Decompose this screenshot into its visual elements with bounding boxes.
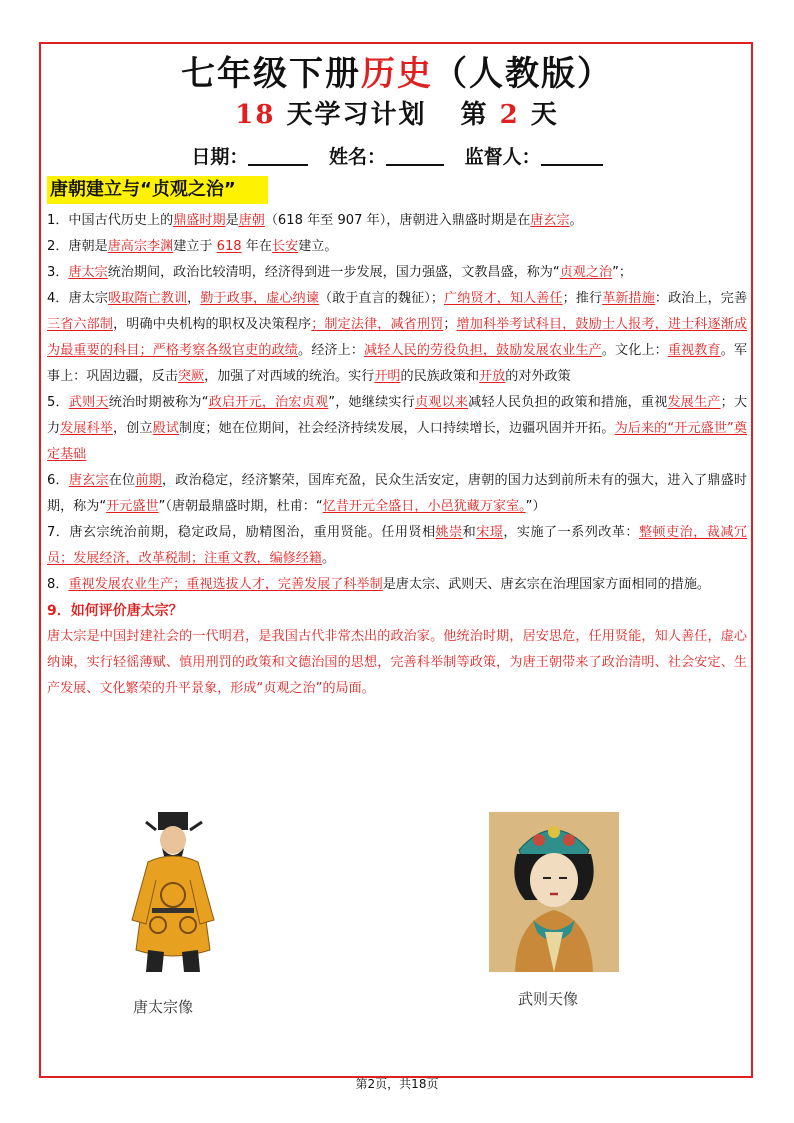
item-text: 5． bbox=[47, 395, 69, 410]
key-point: 武则天 bbox=[68, 395, 109, 410]
page-title bbox=[0, 46, 794, 95]
key-point: 宋璟 bbox=[476, 525, 504, 540]
item-text: （敢于直言的魏征）； bbox=[318, 291, 445, 306]
date-label: 日期： bbox=[191, 146, 249, 168]
header-fields bbox=[0, 142, 794, 169]
key-point: 长安 bbox=[272, 239, 299, 254]
title-edition: （人教版） bbox=[433, 54, 613, 94]
key-point: 重视发展农业生产；重视选拔人才，完善发展了科举制 bbox=[68, 577, 383, 592]
key-point: 618 bbox=[216, 239, 242, 254]
list-item bbox=[47, 520, 747, 572]
key-point: 重视教育 bbox=[667, 343, 721, 358]
key-point: 贞观以来 bbox=[415, 395, 469, 410]
item-text: ，创立 bbox=[113, 421, 153, 436]
list-item bbox=[47, 468, 747, 520]
item-text: ”（唐朝最鼎盛时期，杜甫：“ bbox=[158, 499, 323, 514]
item-text: 建立于 bbox=[173, 239, 217, 254]
caption-taizong: 唐太宗像 bbox=[133, 998, 194, 1016]
list-item bbox=[47, 572, 747, 598]
date-field[interactable] bbox=[248, 146, 308, 166]
list-item bbox=[47, 260, 747, 286]
list-item bbox=[47, 390, 747, 468]
item-text: ，明确中央机构的职权及决策程序 bbox=[113, 317, 312, 332]
title-subject: 历史 bbox=[361, 54, 433, 94]
item-text: 。经济上： bbox=[297, 343, 365, 358]
item-text: 。军事上：巩固边疆，反击 bbox=[47, 343, 748, 384]
supervisor-field[interactable] bbox=[541, 146, 603, 166]
answer-9: 唐太宗是中国封建社会的一代明君，是我国古代非常杰出的政治家。他统治时期，居安思危，任用贤能，知人善任，虚心纳谏，实行轻徭薄赋、慎用刑罚的政策和文德治国的思想，完善科举制等政策，为唐王朝带来了政治清明、社会安定、生产发展、文化繁荣的升平景象，形成“贞观之治”的局面。 bbox=[47, 629, 747, 696]
day-suffix: 天 bbox=[519, 100, 559, 130]
plan-label: 天学习计划 bbox=[275, 100, 427, 130]
key-point: ；制定法律，减省刑罚 bbox=[311, 317, 444, 332]
key-point: 唐玄宗 bbox=[68, 473, 109, 488]
title-prefix: 七年级下册 bbox=[181, 54, 361, 94]
item-text: ，加强了对西域的统治。实行 bbox=[204, 369, 375, 384]
key-point: 唐朝 bbox=[238, 213, 265, 228]
key-point: 贞观之治 bbox=[559, 265, 613, 280]
key-point: 忆昔开元全盛日，小邑犹藏万家室。 bbox=[322, 499, 526, 514]
key-point: 发展科举 bbox=[60, 421, 113, 436]
key-point: 唐太宗 bbox=[68, 265, 108, 280]
item-text: ”，她继续实行 bbox=[328, 395, 416, 410]
key-point: 突厥 bbox=[177, 369, 205, 384]
page-footer: 第2页，共18页 bbox=[355, 1077, 439, 1091]
item-text: ”； bbox=[612, 265, 632, 280]
tang-taizong-portrait bbox=[118, 800, 228, 980]
key-point: 吸取隋亡教训 bbox=[108, 291, 188, 306]
item-text: 和 bbox=[462, 525, 477, 540]
key-point: 发展生产 bbox=[667, 395, 721, 410]
key-point: 三省六部制 bbox=[47, 317, 114, 332]
list-item bbox=[47, 208, 747, 234]
wu-zetian-portrait bbox=[489, 812, 619, 972]
key-point: 开放 bbox=[479, 369, 506, 384]
item-text: 年在 bbox=[241, 239, 272, 254]
item-text: ：政治上，完善 bbox=[654, 291, 748, 306]
item-text: 减轻人民负担的政策和措施，重视 bbox=[468, 395, 668, 410]
item-text: 的对外政策 bbox=[505, 369, 571, 384]
key-point: 开元盛世 bbox=[106, 499, 159, 514]
key-point: 唐高宗李渊 bbox=[107, 239, 174, 254]
key-point: 前期 bbox=[135, 473, 162, 488]
item-text: 2．唐朝是 bbox=[47, 239, 108, 254]
item-text: ；大力 bbox=[47, 395, 748, 436]
caption-wuzetian: 武则天像 bbox=[518, 990, 579, 1008]
item-text: 。文化上： bbox=[601, 343, 668, 358]
key-point: 广纳贤才，知人善任 bbox=[444, 291, 563, 306]
item-text: 。 bbox=[569, 213, 583, 228]
item-text: ，政治稳定，经济繁荣，国库充盈，民众生活安定，唐朝的国力达到前所未有的强大，进入了鼎盛时期，称为“ bbox=[47, 473, 748, 514]
item-text: 7．唐玄宗统治前期，稳定政局，励精图治，重用贤能。任用贤相 bbox=[47, 525, 436, 540]
key-point: 整顿吏治，裁减冗员；发展经济，改革税制；注重文教，编修经籍 bbox=[47, 525, 747, 566]
item-text: ，实施了一系列改革： bbox=[503, 525, 639, 540]
list-item bbox=[47, 234, 747, 260]
key-point: 为后来的“开元盛世”奠定基础 bbox=[47, 421, 748, 462]
key-point: 减轻人民的劳役负担，鼓励发展农业生产 bbox=[364, 343, 602, 358]
item-text: 1．中国古代历史上的 bbox=[47, 213, 174, 228]
item-text: 3． bbox=[47, 265, 69, 280]
item-text: 在位 bbox=[108, 473, 136, 488]
item-text: ， bbox=[187, 291, 201, 306]
item-text: 6． bbox=[47, 473, 69, 488]
key-point: 唐玄宗 bbox=[530, 213, 570, 228]
item-text: ； bbox=[443, 317, 457, 332]
item-text: 的民族政策和 bbox=[400, 369, 480, 384]
name-label: 姓名： bbox=[328, 146, 386, 168]
day-prefix: 第 bbox=[460, 100, 500, 130]
key-point: 殿试 bbox=[152, 421, 180, 436]
knowledge-list bbox=[47, 208, 747, 598]
name-field[interactable] bbox=[386, 146, 444, 166]
item-text: 制度；她在位期间，社会经济持续发展，人口持续增长，边疆巩固并开拓。 bbox=[179, 421, 615, 436]
day-number: 2 bbox=[499, 100, 520, 130]
item-text: 统治期间，政治比较清明，经济得到进一步发展，国力强盛，文教昌盛，称为“ bbox=[107, 265, 560, 280]
key-point: 政启开元，治宏贞观 bbox=[208, 395, 329, 410]
item-text: （618 年至 907 年），唐朝进入鼎盛时期是在 bbox=[264, 213, 531, 228]
question-9: 9．如何评价唐太宗？ bbox=[47, 603, 183, 619]
item-text: ”） bbox=[525, 499, 546, 514]
list-item bbox=[47, 286, 747, 390]
plan-days-number: 18 bbox=[235, 100, 276, 130]
item-text: 。 bbox=[321, 551, 336, 566]
key-point: 革新措施 bbox=[602, 291, 655, 306]
item-text: 是唐太宗、武则天、唐玄宗在治理国家方面相同的措施。 bbox=[382, 577, 711, 592]
item-text: ；推行 bbox=[562, 291, 603, 306]
key-point: 增加科举考试科目，鼓励士人报考，进士科逐渐成为最重要的科目；严格考察各级官吏的政绩 bbox=[47, 317, 748, 358]
key-point: 开明 bbox=[374, 369, 401, 384]
item-text: 统治时期被称为“ bbox=[108, 395, 209, 410]
section-title: 唐朝建立与“贞观之治” bbox=[47, 176, 268, 204]
item-text: 建立。 bbox=[298, 239, 338, 254]
supervisor-label: 监督人： bbox=[464, 146, 541, 168]
content-body bbox=[47, 208, 747, 702]
item-text: 8． bbox=[47, 577, 69, 592]
study-plan-subtitle bbox=[0, 94, 794, 131]
key-point: 姚崇 bbox=[435, 525, 463, 540]
key-point: 鼎盛时期 bbox=[173, 213, 226, 228]
item-text: 是 bbox=[225, 213, 239, 228]
key-point: 勤于政事，虚心纳谏 bbox=[200, 291, 319, 306]
item-text: 4．唐太宗 bbox=[47, 291, 109, 306]
